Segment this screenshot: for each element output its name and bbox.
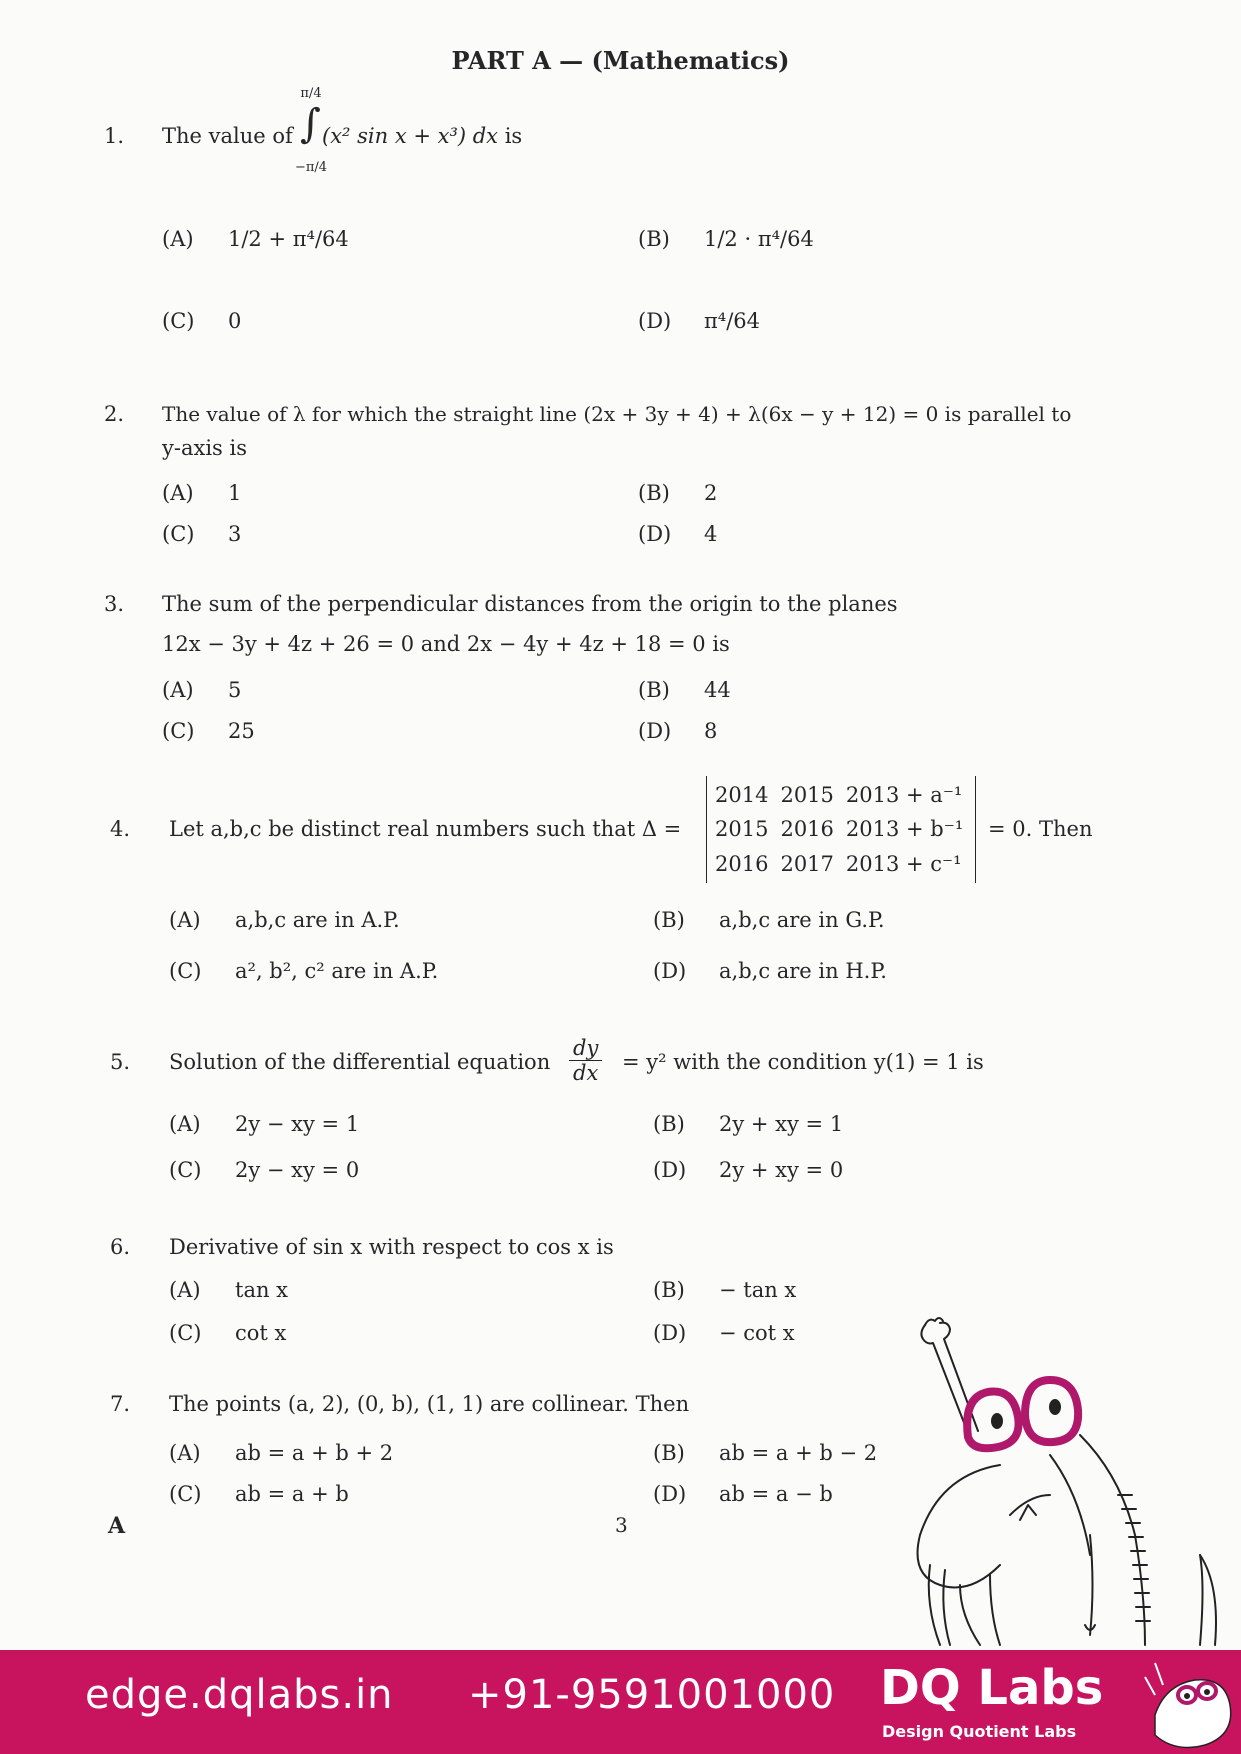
option-text: 1/2 · π⁴/64 (704, 227, 814, 251)
integral-sign-icon: ∫ (300, 101, 321, 147)
option-b[interactable]: (B) ab = a + b − 2 (653, 1441, 878, 1465)
option-text: 2y − xy = 0 (235, 1158, 360, 1182)
option-c[interactable]: (C) cot x (169, 1321, 287, 1345)
option-d[interactable]: (D) ab = a − b (653, 1482, 833, 1506)
option-b[interactable]: (B) a,b,c are in G.P. (653, 908, 885, 932)
question-text: The sum of the perpendicular distances from the origin to the planes (162, 592, 898, 616)
brand-logo-text: DQ Labs (880, 1660, 1104, 1716)
option-text: π⁴/64 (704, 309, 761, 333)
question-text (162, 124, 293, 148)
option-c[interactable]: (C) 0 (162, 309, 242, 333)
mini-mascot-icon (1135, 1655, 1235, 1751)
option-b[interactable]: (B) 1/2 · π⁴/64 (638, 227, 814, 251)
option-text: 8 (704, 719, 718, 743)
option-b[interactable]: (B) 2y + xy = 1 (653, 1112, 844, 1136)
booklet-code: A (108, 1513, 126, 1539)
option-text: 1/2 + π⁴/64 (228, 227, 349, 251)
option-text: a,b,c are in A.P. (235, 908, 400, 932)
option-c[interactable]: (C) a², b², c² are in A.P. (169, 959, 439, 983)
option-c[interactable]: (C) 2y − xy = 0 (169, 1158, 360, 1182)
option-text: ab = a + b + 2 (235, 1441, 394, 1465)
integral-upper-limit: π/4 (300, 86, 322, 101)
option-b[interactable]: (B) 2 (638, 481, 718, 505)
question-number: 3. (104, 592, 125, 616)
option-a[interactable]: (A) ab = a + b + 2 (169, 1441, 394, 1465)
option-text: − tan x (719, 1278, 797, 1302)
option-text: 2y + xy = 0 (719, 1158, 844, 1182)
option-text: a,b,c are in G.P. (719, 908, 885, 932)
option-text: 3 (228, 522, 242, 546)
page-number: 3 (615, 1513, 628, 1537)
question-number: 2. (104, 402, 125, 426)
option-text: cot x (235, 1321, 287, 1345)
option-text: 44 (704, 678, 731, 702)
option-text: 1 (228, 481, 242, 505)
question-number: 1. (104, 124, 125, 148)
matrix-cell: 2014 (715, 783, 769, 807)
option-d[interactable]: (D) 4 (638, 522, 718, 546)
option-text: ab = a + b (235, 1482, 349, 1506)
matrix-cell: 2013 + a⁻¹ (845, 783, 963, 807)
option-a[interactable]: (A) a,b,c are in A.P. (169, 908, 400, 932)
option-text: a², b², c² are in A.P. (235, 959, 439, 983)
question-text: Derivative of sin x with respect to cos x is (169, 1235, 614, 1259)
question-text-post: = 0. Then (988, 817, 1093, 841)
derivative-fraction (566, 1036, 605, 1085)
question-text-pre: The value of (162, 124, 293, 148)
question-number: 4. (110, 817, 131, 841)
question-text-post: is (504, 124, 523, 148)
question-text: The points (a, 2), (0, b), (1, 1) are collinear. Then (169, 1392, 690, 1416)
option-d[interactable]: (D) a,b,c are in H.P. (653, 959, 887, 983)
option-b[interactable]: (B) − tan x (653, 1278, 797, 1302)
question-text-pre: Let a,b,c be distinct real numbers such that Δ = (169, 817, 682, 841)
integrand (322, 124, 522, 148)
cartoon-mascot-icon (900, 1315, 1240, 1650)
option-c[interactable]: (C) ab = a + b (169, 1482, 349, 1506)
derivative-denominator: dx (573, 1061, 599, 1086)
option-text: 4 (704, 522, 718, 546)
option-d[interactable]: (D) 2y + xy = 0 (653, 1158, 844, 1182)
footer-banner (0, 1650, 1241, 1754)
option-text: ab = a − b (719, 1482, 833, 1506)
option-text: 2y − xy = 1 (235, 1112, 360, 1136)
phone-number[interactable]: +91-9591001000 (468, 1672, 836, 1718)
option-d[interactable]: (D) π⁴/64 (638, 309, 761, 333)
option-text: − cot x (719, 1321, 795, 1345)
option-text: a,b,c are in H.P. (719, 959, 887, 983)
option-text: ab = a + b − 2 (719, 1441, 878, 1465)
matrix-cell: 2016 (715, 851, 769, 876)
question-number: 7. (110, 1392, 131, 1416)
option-b[interactable]: (B) 44 (638, 678, 731, 702)
matrix-cell: 2016 (780, 817, 834, 842)
option-a[interactable]: (A) 1 (162, 481, 242, 505)
option-a[interactable]: (A) 5 (162, 678, 242, 702)
matrix-cell: 2015 (715, 817, 769, 842)
option-d[interactable]: (D) 8 (638, 719, 718, 743)
option-text: 2 (704, 481, 718, 505)
question-text: The value of λ for which the straight line (2x + 3y + 4) + λ(6x − y + 12) = 0 is parallel to (162, 402, 1072, 426)
matrix-cell: 2013 + b⁻¹ (845, 817, 964, 842)
option-text: tan x (235, 1278, 289, 1302)
determinant (700, 776, 982, 883)
matrix-cell: 2015 (780, 783, 834, 807)
website-link[interactable]: edge.dqlabs.in (85, 1672, 394, 1718)
derivative-numerator: dy (569, 1036, 602, 1061)
matrix-cell: 2017 (780, 851, 834, 876)
question-text-line2: 12x − 3y + 4z + 26 = 0 and 2x − 4y + 4z + 18 = 0 is (162, 632, 730, 656)
question-number: 6. (110, 1235, 131, 1259)
integral-lower-limit: −π/4 (294, 160, 328, 175)
option-text: 5 (228, 678, 242, 702)
integrand-expression: (x² sin x + x³) dx (322, 124, 499, 148)
brand-tagline: Design Quotient Labs (882, 1722, 1077, 1741)
page-title: PART A — (Mathematics) (451, 46, 790, 75)
question-text-post: = y² with the condition y(1) = 1 is (622, 1050, 984, 1074)
question-text-pre: Solution of the differential equation (169, 1050, 551, 1074)
question-text-line2: y-axis is (162, 436, 247, 460)
option-a[interactable]: (A) 2y − xy = 1 (169, 1112, 360, 1136)
option-text: 0 (228, 309, 242, 333)
option-text: 25 (228, 719, 255, 743)
option-d[interactable]: (D) − cot x (653, 1321, 795, 1345)
option-c[interactable]: (C) 3 (162, 522, 242, 546)
option-a[interactable]: (A) tan x (169, 1278, 289, 1302)
option-text: 2y + xy = 1 (719, 1112, 844, 1136)
matrix-cell: 2013 + c⁻¹ (845, 851, 962, 876)
option-a[interactable]: (A) 1/2 + π⁴/64 (162, 227, 349, 251)
question-number: 5. (110, 1050, 131, 1074)
option-c[interactable]: (C) 25 (162, 719, 255, 743)
